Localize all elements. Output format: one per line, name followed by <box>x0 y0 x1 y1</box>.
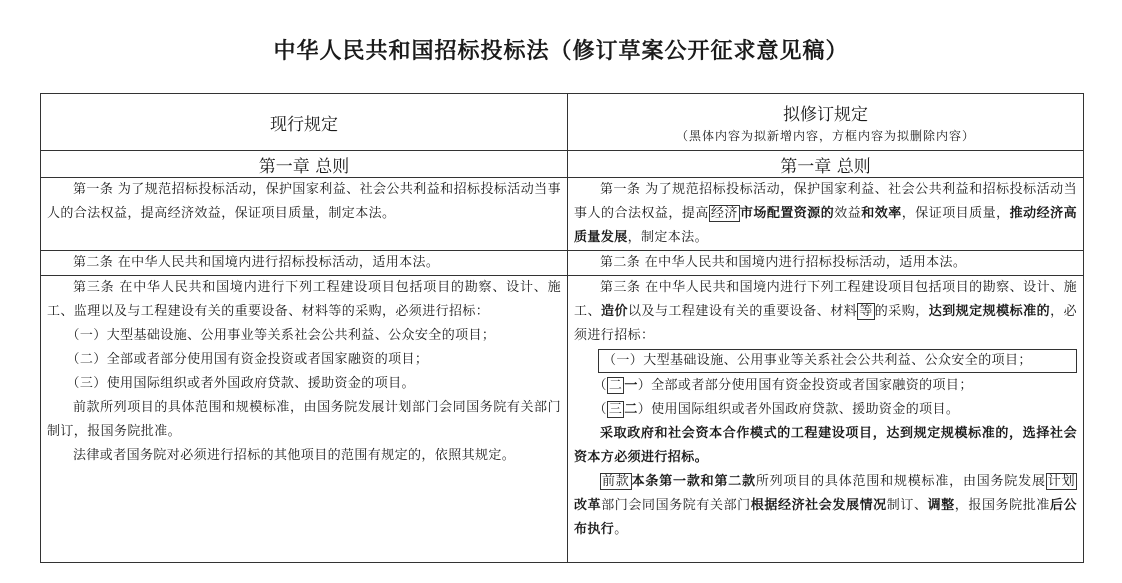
header-current <box>41 94 568 151</box>
r3-item2-pre: （ <box>593 378 607 393</box>
revised-art3-item3 <box>574 398 1077 422</box>
r3p2-added-3: 根据经济社会发展情况 <box>750 498 887 513</box>
current-article-3 <box>41 276 568 563</box>
r1-t1: 第一条 为了规范招标投标活动，保护国家利益、社会公共利益和招标投标活动当事人的合法权益，提高 <box>574 182 1077 221</box>
r3-added-paragraph: 采取政府和社会资本合作模式的工程建设项目，达到规定规模标准的，选择社会资本方必须进行招标。 <box>574 426 1077 465</box>
r3p2-deleted-2: 计划 <box>1047 474 1075 489</box>
r3p2-deleted-1: 前款 <box>602 474 630 489</box>
r3-t1: 第三条 在中华人民共和国境内进行下列工程建设项目包括项目的勘察、设计、施工、 <box>574 280 1077 319</box>
r3p2-t1: 所列项目的具体范围和规模标准，由国务院发展 <box>755 474 1046 489</box>
header-revised-label: 拟修订规定 <box>783 105 868 125</box>
r3-added-1: 造价 <box>600 304 628 319</box>
r1-added-1: 市场配置资源的 <box>739 206 835 221</box>
current-art3-intro: 第三条 在中华人民共和国境内进行下列工程建设项目包括项目的勘察、设计、施工、监理以及与工程建设有关的重要设备、材料等的采购，必须进行招标： <box>47 280 561 319</box>
r3-item3-added: 二 <box>624 402 638 417</box>
revised-art1-text <box>574 178 1077 250</box>
current-article-1 <box>41 178 568 251</box>
chapter-current: 第一章 总则 <box>41 151 568 178</box>
r1-deleted-1: 经济 <box>710 206 738 221</box>
current-art3-para3: 法律或者国务院对必须进行招标的其他项目的范围有规定的，依照其规定。 <box>73 448 516 463</box>
r3p2-t5: 。 <box>614 522 628 537</box>
current-art1-text: 第一条 为了规范招标投标活动，保护国家利益、社会公共利益和招标投标活动当事人的合法权益，提高经济效益，保证项目质量，制定本法。 <box>47 182 561 221</box>
current-article-2 <box>41 251 568 276</box>
revised-art3-para2 <box>574 470 1077 542</box>
header-revised-note: （黑体内容为拟新增内容，方框内容为拟删除内容） <box>675 129 975 143</box>
r1-t4: ，制定本法。 <box>627 230 709 245</box>
current-art3-para2: 前款所列项目的具体范围和规模标准，由国务院发展计划部门会同国务院有关部门制订，报国务院批准。 <box>47 400 561 439</box>
current-art2-text: 第二条 在中华人民共和国境内进行招标投标活动，适用本法。 <box>73 255 440 270</box>
r3-t2: 以及与工程建设有关的重要设备、材料 <box>627 304 858 319</box>
chapter-revised: 第一章 总则 <box>568 151 1084 178</box>
r1-added-3: 推动经济高质量发展 <box>574 206 1077 245</box>
r3-item2-deleted: 二 <box>608 378 623 393</box>
revised-article-2 <box>568 251 1084 276</box>
r1-t3: ，保证项目质量， <box>901 206 1010 221</box>
r3-t4: ，必须进行招标： <box>574 304 1077 343</box>
r3p2-t4: ，报国务院批准 <box>954 498 1050 513</box>
r3-item3-deleted: 三 <box>608 402 623 417</box>
r3-item3-pre: （ <box>593 402 607 417</box>
r1-t2: 效益 <box>834 206 862 221</box>
r3p2-added-1: 本条第一款和第二款 <box>631 474 756 489</box>
r3p2-added-4: 调整 <box>927 498 955 513</box>
revised-art3-intro <box>574 276 1077 348</box>
r3-deleted-item1: （一）大型基础设施、公用事业等关系社会公共利益、公众安全的项目； <box>598 349 1077 373</box>
current-art3-item1: （一）大型基础设施、公用事业等关系社会公共利益、公众安全的项目； <box>66 328 496 343</box>
current-art3-item2: （二）全部或者部分使用国有资金投资或者国家融资的项目； <box>66 352 429 367</box>
r3-added-2: 达到规定规模标准的 <box>928 304 1051 319</box>
r3-item2-post: ）全部或者部分使用国有资金投资或者国家融资的项目； <box>637 378 973 393</box>
r3-t3: 的采购， <box>874 304 929 319</box>
revised-art3-item2 <box>574 374 1077 398</box>
header-revised <box>568 94 1084 151</box>
document-title: 中华人民共和国招标投标法（修订草案公开征求意见稿） <box>273 39 849 64</box>
revised-article-1 <box>568 178 1084 251</box>
r3p2-added-2: 改革 <box>574 498 602 513</box>
r3-item3-post: ）使用国际组织或者外国政府贷款、援助资金的项目。 <box>637 402 960 417</box>
r3-deleted-1: 等 <box>859 304 873 319</box>
r3-item2-added: 一 <box>624 378 638 393</box>
r3p2-t3: 制订、 <box>886 498 928 513</box>
header-current-label: 现行规定 <box>270 114 338 135</box>
current-art3-item3: （三）使用国际组织或者外国政府贷款、援助资金的项目。 <box>66 376 415 391</box>
revised-article-3 <box>568 276 1084 563</box>
r1-added-2: 和效率 <box>861 206 902 221</box>
comparison-table <box>40 93 1084 563</box>
r3p2-t2: 部门会同国务院有关部门 <box>601 498 751 513</box>
revised-art2-text: 第二条 在中华人民共和国境内进行招标投标活动，适用本法。 <box>600 255 967 270</box>
r3p2-added-5: 后公布执行 <box>574 498 1077 537</box>
